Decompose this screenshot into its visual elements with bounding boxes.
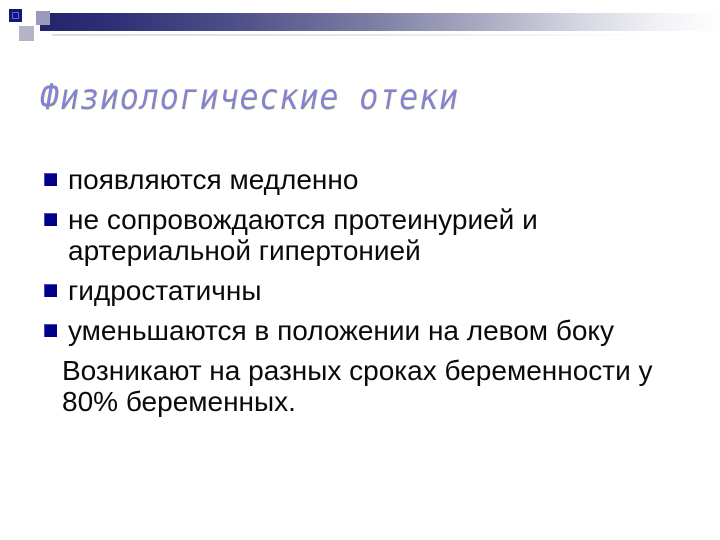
bullet-text <box>68 204 538 266</box>
closing-line: Возникают на разных сроках беременности у <box>62 355 653 386</box>
closing-line: 80% беременных. <box>62 386 296 417</box>
bullet-text <box>68 275 261 306</box>
bullet-item <box>44 315 704 346</box>
bullet-item <box>44 164 704 195</box>
square-bullet-icon <box>44 213 57 226</box>
bullet-text-line: уменьшаются в положении на левом боку <box>68 315 614 346</box>
slide-body <box>44 164 704 417</box>
bullet-text <box>68 164 358 195</box>
closing-paragraph <box>62 355 704 417</box>
bullet-text-line: появляются медленно <box>68 164 359 195</box>
bullet-item <box>44 204 704 266</box>
deco-navy-square-inner-outline <box>12 12 19 19</box>
deco-gray-square-icon <box>19 26 34 41</box>
slide-title: Физиологические отеки <box>40 77 460 118</box>
square-bullet-icon <box>44 173 57 186</box>
square-bullet-icon <box>44 284 57 297</box>
bullet-text <box>68 315 614 346</box>
bullet-text-line: гидростатичны <box>68 275 262 306</box>
bullet-text-line: не сопровождаются протеинурией и <box>68 204 538 235</box>
header-underline <box>52 34 652 36</box>
square-bullet-icon <box>44 324 57 337</box>
bullet-text-line: артериальной гипертонией <box>68 235 421 266</box>
deco-navy-square-icon <box>9 9 22 22</box>
header-gradient-bar <box>40 13 720 31</box>
bullet-item <box>44 275 704 306</box>
deco-lavender-square-icon <box>36 11 50 25</box>
